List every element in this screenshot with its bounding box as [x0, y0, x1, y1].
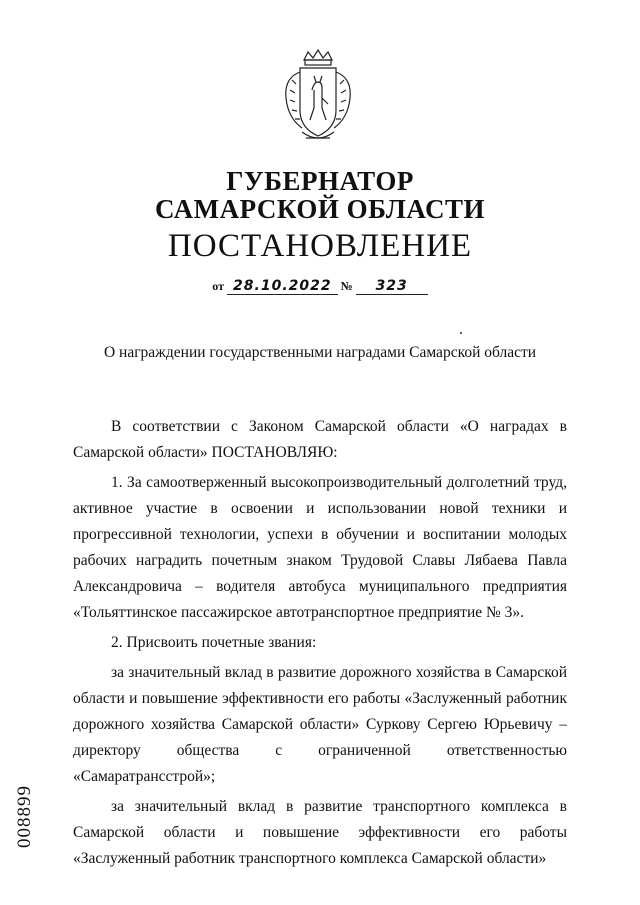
award-paragraph-transport: за значительный вклад в развитие транспортного комплекса в Самарской области и повышение эффективности его работы «Заслуженный работник транспортного комплекса Самарской области» [73, 798, 567, 867]
preamble-paragraph: В соответствии с Законом Самарской области «О наградах в Самарской области» ПОСТАНОВЛЯЮ: [73, 418, 567, 461]
date-number-line [0, 278, 640, 295]
document-date: 28.10.2022 [227, 278, 338, 295]
clause-2-heading: 2. Присвоить почетные звания: [111, 634, 317, 651]
document-number: 323 [356, 278, 428, 295]
coat-of-arms-emblem [278, 48, 358, 148]
document-body [73, 414, 567, 876]
document-type: ПОСТАНОВЛЕНИЕ [167, 228, 473, 264]
margin-serial-number: 008899 [14, 785, 35, 848]
issuer-title-line2: САМАРСКОЙ ОБЛАСТИ [154, 194, 486, 224]
document-subject: О награждении государственными наградами Самарской области [103, 344, 537, 361]
clause-1-paragraph: 1. За самоотверженный высокопроизводительный долголетний труд, активное участие в освоении и использовании новой техники и прогрессивной технологии, успехи в обучении и воспитании молодых рабочих наградить почетным знаком Трудовой Славы Лябаева Павла Александровича – водителя автобуса муниципального предприятия «Тольяттинское пассажирское автотранспортное предприятие № 3». [73, 474, 567, 621]
number-prefix: № [340, 279, 353, 293]
scan-speck [460, 332, 462, 334]
date-prefix: от [212, 279, 225, 293]
issuer-title-line1: ГУБЕРНАТОР [226, 166, 414, 196]
samara-coat-of-arms-icon [278, 48, 358, 148]
award-paragraph-road: за значительный вклад в развитие дорожного хозяйства в Самарской области и повышение эффективности его работы «Заслуженный работник дорожного хозяйства Самарской области» Суркову Сергею Юрьевичу – директору общества с ограниченной ответственностью «Самаратрансстрой»; [73, 664, 567, 785]
